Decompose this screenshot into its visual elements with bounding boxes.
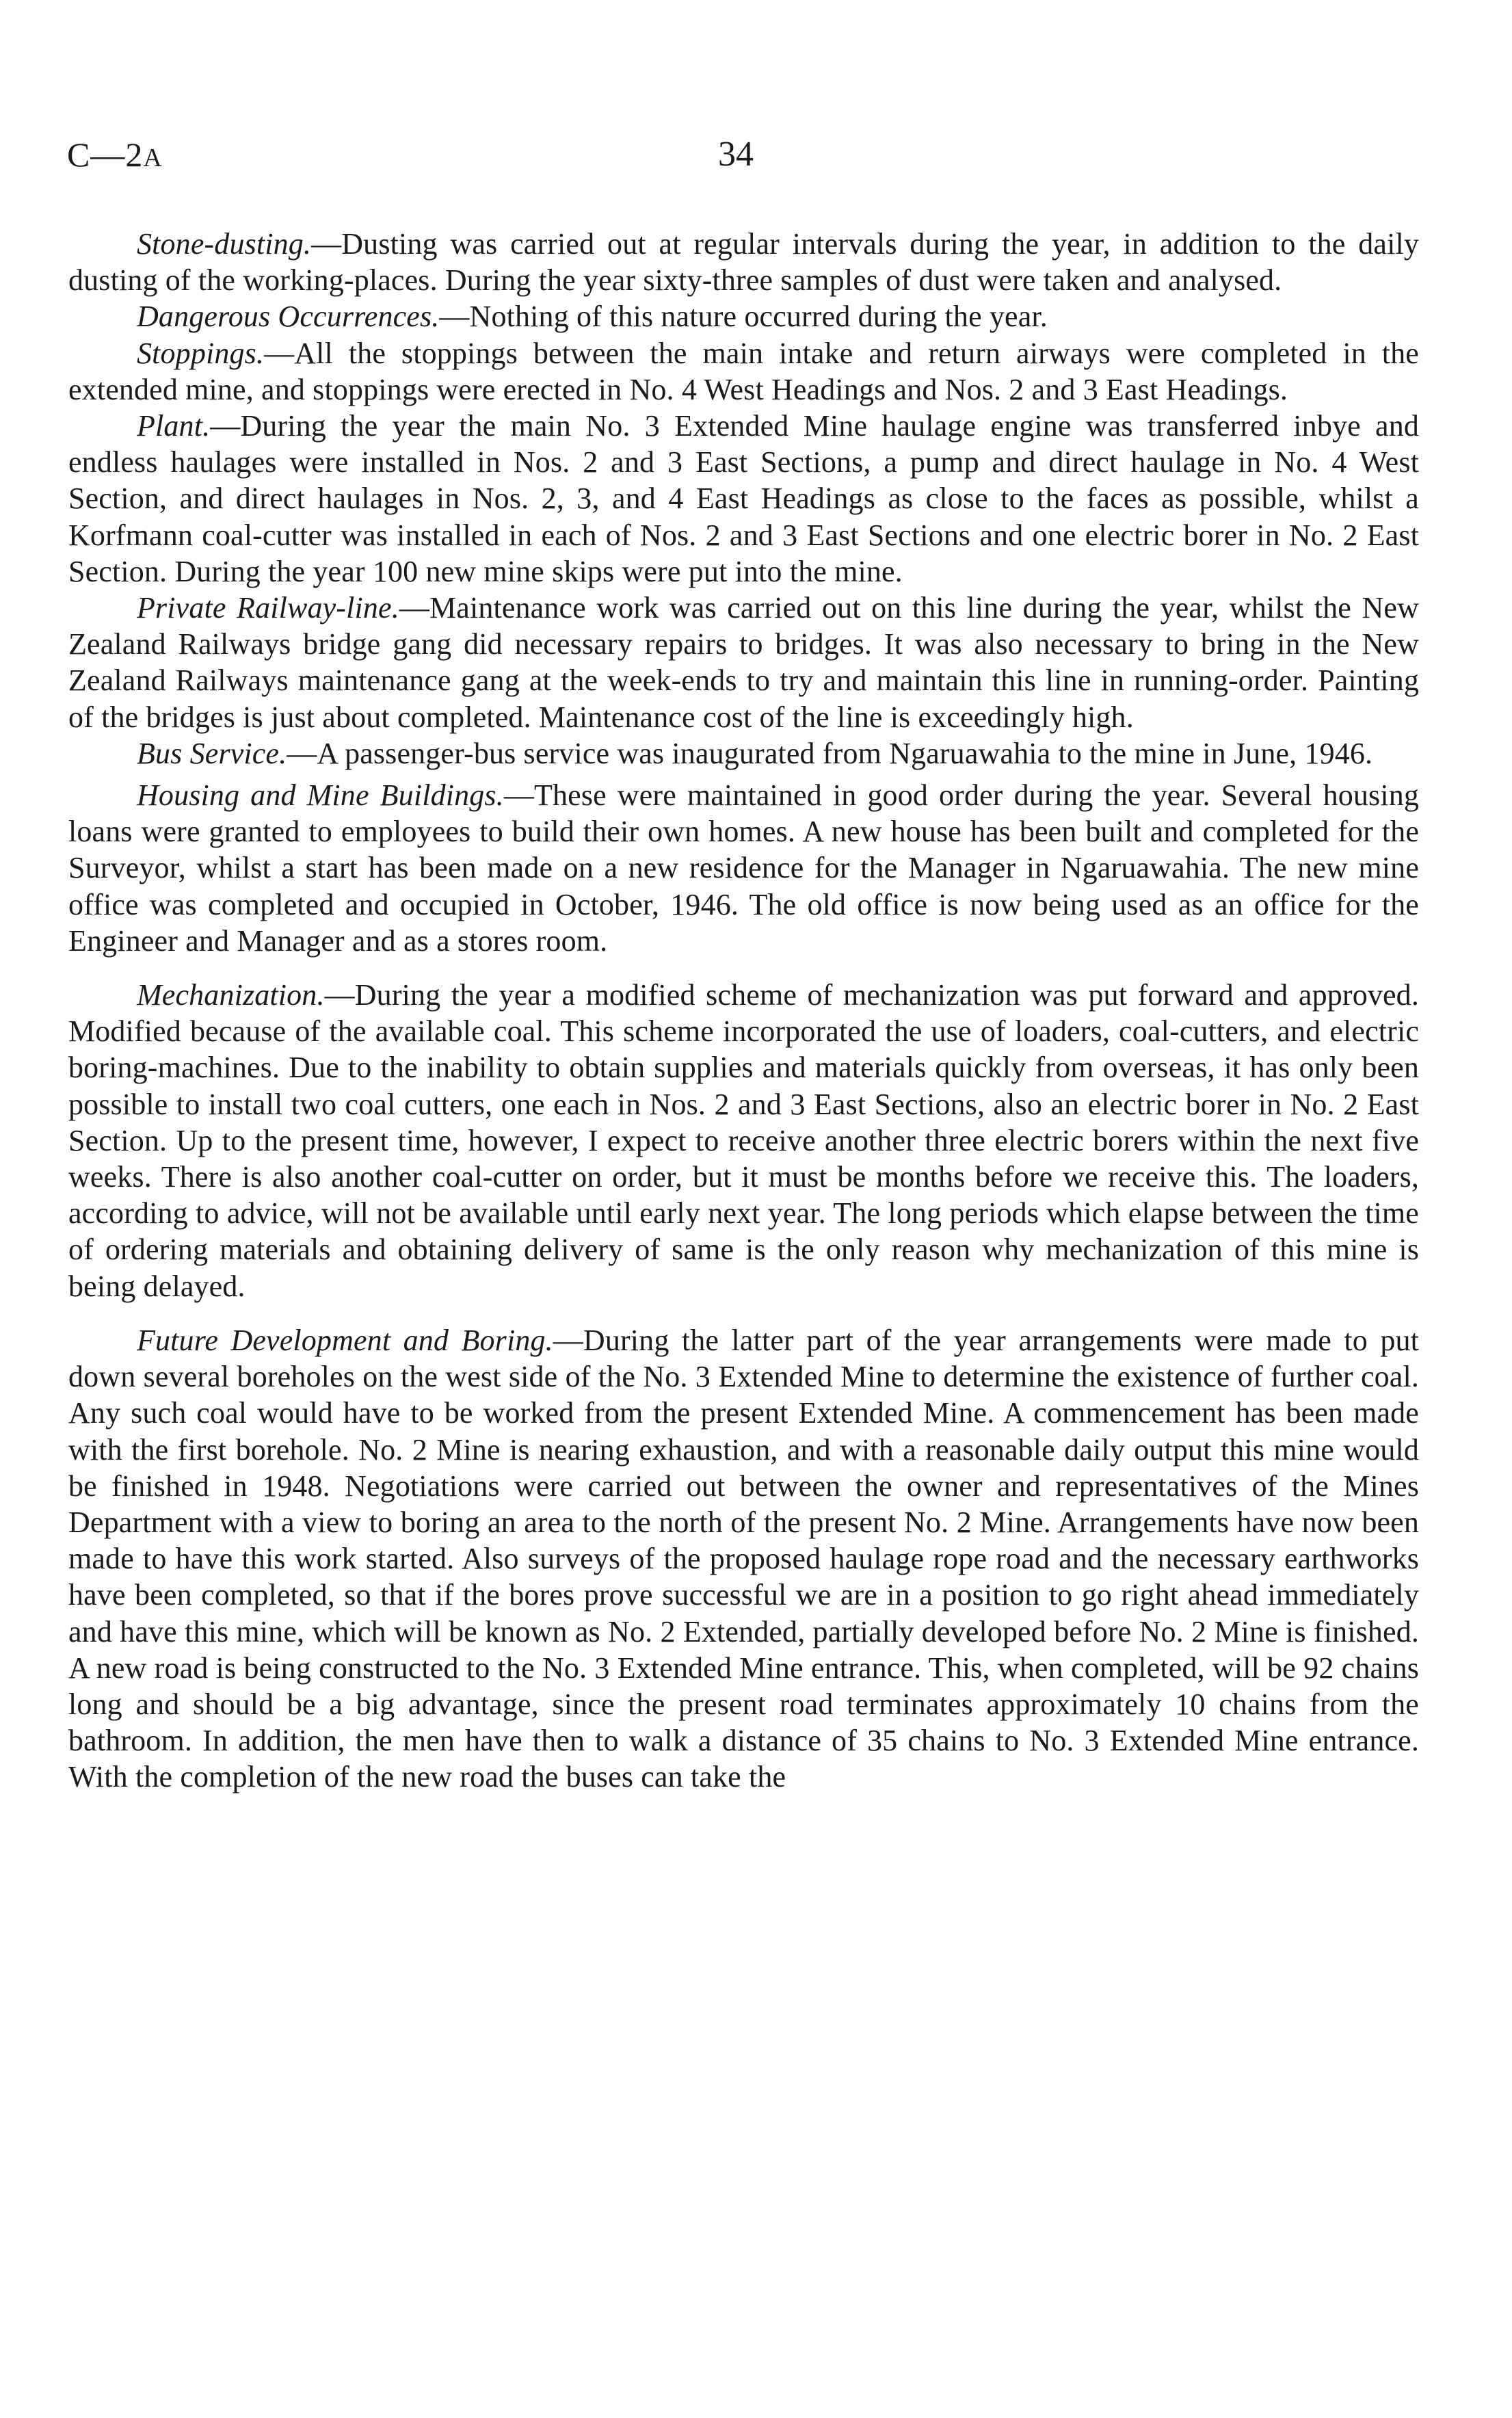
- paragraph-text: —During the year a modified scheme of mechanization was put forward and approved. Modified because of the available coal. This scheme incorporated the use of loaders, coal-cutters, and electric boring-machines. Due to the inability to obtain supplies and materials quickly from overseas, it has only been possible to install two coal cutters, one each in Nos. 2 and 3 East Sections, also an electric borer in No. 2 East Section. Up to the present time, however, I expect to receive another three electric borers within the next five weeks. There is also another coal-cutter on order, but it must be months before we receive this. The loaders, according to advice, will not be available until early next year. The long periods which elapse between the time of ordering materials and obtaining delivery of same is the only reason why mechanization of this mine is being delayed.: [68, 978, 1419, 1303]
- paragraph-heading: Mechanization.: [137, 978, 325, 1012]
- paragraph-stone-dusting: [68, 226, 1419, 298]
- paragraph-dangerous-occurrences: [68, 298, 1419, 334]
- paragraph-heading: Stone-dusting.: [137, 227, 312, 261]
- paragraph-heading: Dangerous Occurrences.: [137, 300, 440, 334]
- paragraph-housing-and-mine-buildings: [68, 777, 1419, 959]
- series-number: [67, 134, 163, 179]
- paragraph-heading: Stoppings.: [137, 336, 265, 370]
- paragraph-plant: [68, 408, 1419, 590]
- paragraph-text: —Maintenance work was carried out on this line during the year, whilst the New Zealand Railways bridge gang did necessary repairs to bridges. It was also necessary to bring in the New Zealand Railways maintenance gang at the week-ends to try and maintain this line in running-order. Painting of the bridges is just about completed. Maintenance cost of the line is exceedingly high.: [68, 591, 1419, 734]
- paragraph-text: —During the latter part of the year arrangements were made to put down several boreholes on the west side of the No. 3 Extended Mine to determine the existence of further coal. Any such coal would have to be worked from the present Extended Mine. A commencement has been made with the first borehole. No. 2 Mine is nearing exhaustion, and with a reasonable daily output this mine would be finished in 1948. Negotiations were carried out between the owner and representatives of the Mines Department with a view to boring an area to the north of the present No. 2 Mine. Arrangements have now been made to have this work started. Also surveys of the proposed haulage rope road and the necessary earthworks have been completed, so that if the bores prove successful we are in a position to go right ahead immediately and have this mine, which will be known as No. 2 Extended, partially developed before No. 2 Mine is finished. A new road is being constructed to the No. 3 Extended Mine entrance. This, when completed, will be 92 chains long and should be a big advantage, since the present road terminates approximately 10 chains from the bathroom. In addition, the men have then to walk a distance of 35 chains to No. 3 Extended Mine entrance. With the completion of the new road the buses can take the: [68, 1323, 1420, 1794]
- report-body: [68, 226, 1419, 1796]
- paragraph-stoppings: [68, 335, 1419, 408]
- series-suffix: A: [143, 144, 163, 172]
- page-header: [0, 134, 1512, 182]
- paragraph-heading: Future Development and Boring.: [137, 1323, 553, 1357]
- paragraph-private-railway-line: [68, 590, 1419, 735]
- paragraph-heading: Bus Service.: [137, 736, 287, 770]
- paragraph-heading: Housing and Mine Buildings.: [137, 778, 504, 813]
- paragraph-text: —During the year the main No. 3 Extended Mine haulage engine was transferred inbye and endless haulages were installed in Nos. 2 and 3 East Sections, a pump and direct haulage in No. 4 West Section, and direct haulages in Nos. 2, 3, and 4 East Headings as close to the faces as possible, whilst a Korfmann coal-cutter was installed in each of Nos. 2 and 3 East Sections and one electric borer in No. 2 East Section. During the year 100 new mine skips were put into the mine.: [68, 409, 1419, 588]
- paragraph-heading: Private Railway-line.: [137, 591, 399, 625]
- paragraph-text: —Dusting was carried out at regular intervals during the year, in addition to the daily dusting of the working-places. During the year sixty-three samples of dust were taken and analysed.: [68, 227, 1419, 298]
- paragraph-text: —These were maintained in good order during the year. Several housing loans were granted to employees to build their own homes. A new house has been built and completed for the Surveyor, whilst a start has been made on a new residence for the Manager in Ngaruawahia. The new mine office was completed and occupied in October, 1946. The old office is now being used as an office for the Engineer and Manager and as a stores room.: [68, 778, 1419, 958]
- paragraph-text: —Nothing of this nature occurred during the year.: [439, 300, 1048, 334]
- paragraph-future-development-and-boring: [68, 1322, 1419, 1796]
- page-number: 34: [718, 135, 754, 174]
- paragraph-text: —A passenger-bus service was inaugurated from Ngaruawahia to the mine in June, 1946.: [287, 736, 1373, 770]
- paragraph-heading: Plant.: [137, 409, 211, 443]
- paragraph-text: —All the stoppings between the main intake and return airways were completed in the extended mine, and stoppings were erected in No. 4 West Headings and Nos. 2 and 3 East Headings.: [68, 336, 1419, 406]
- series-main: C—2: [67, 135, 144, 174]
- paragraph-mechanization: [68, 977, 1419, 1304]
- paragraph-bus-service: [68, 735, 1419, 772]
